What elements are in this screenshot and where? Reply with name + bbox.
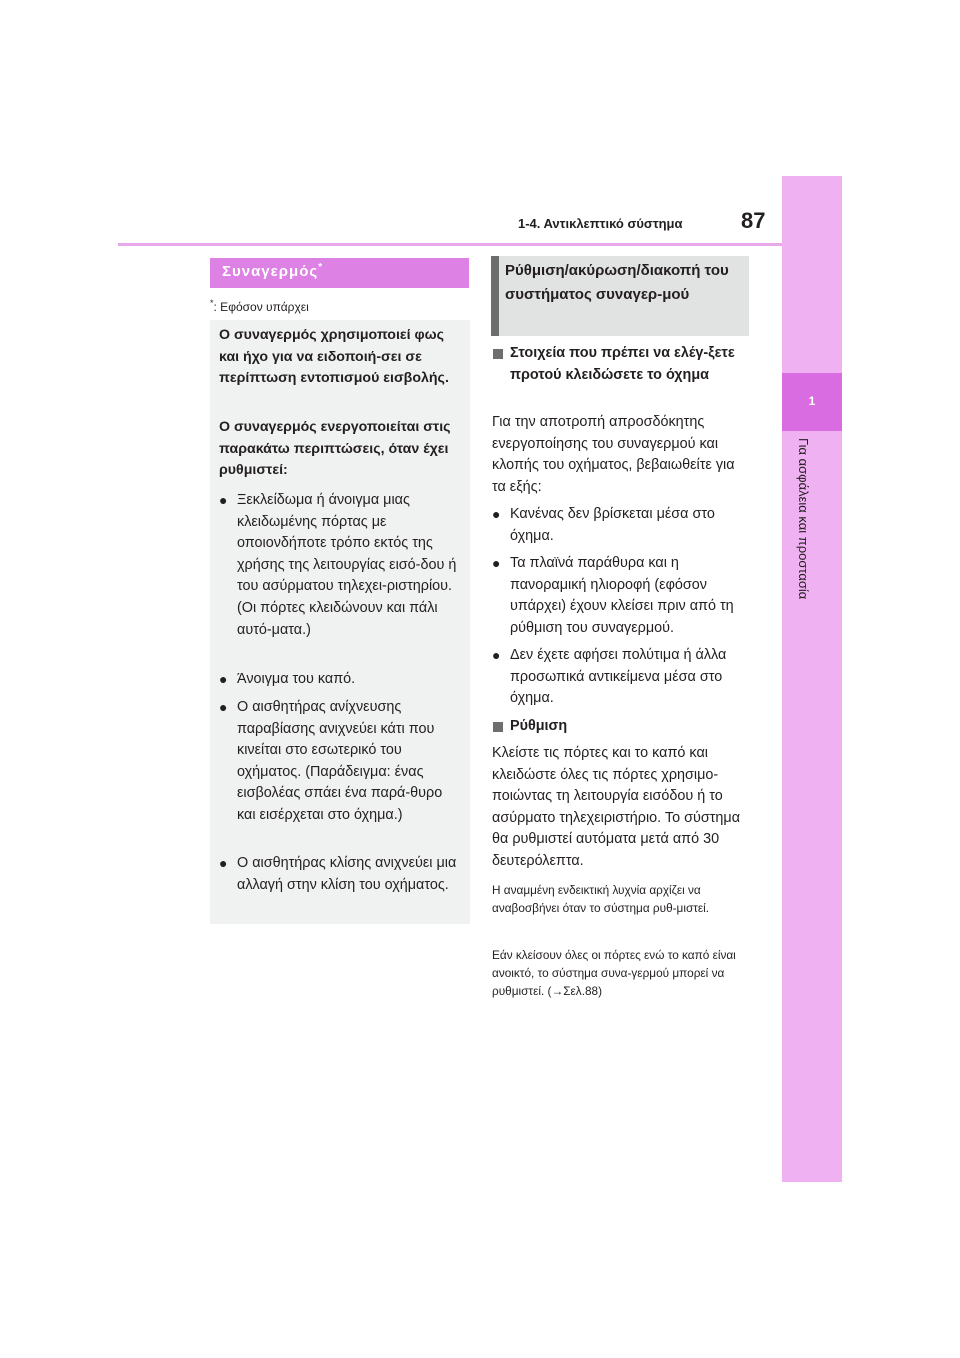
bullet-icon: ● <box>219 699 228 715</box>
chapter-number: 1 <box>808 394 816 408</box>
setting-note: Η αναμμένη ενδεικτική λυχνία αρχίζει να αναβοσβήνει όταν το σύστημα ρυθ-μιστεί. <box>492 883 710 915</box>
section-header: 1-4. Αντικλεπτικό σύστημα <box>518 216 683 231</box>
alarm-trigger-intro: Ο συναγερμός ενεργοποιείται στις παρακάτω περιπτώσεις, όταν έχει ρυθμιστεί: <box>219 419 451 479</box>
title-accent-bar <box>491 256 499 336</box>
square-bullet-icon <box>493 722 503 732</box>
chapter-side-tab <box>782 176 842 1182</box>
header-divider <box>118 243 782 246</box>
bullet-icon: ● <box>492 647 501 663</box>
footnote: *: Εφόσον υπάρχει <box>210 298 309 314</box>
bullet-icon: ● <box>219 671 228 687</box>
bullet-icon: ● <box>492 555 501 571</box>
square-bullet-icon <box>493 349 503 359</box>
left-section-title: Συναγερμός* <box>222 262 324 280</box>
setting-heading: Ρύθμιση <box>510 718 568 734</box>
checklist-intro: Για την αποτροπή απροσδόκητης ενεργοποίησης του συναγερμού και κλοπής του οχήματος, βεβαιωθείτε για τα εξής: <box>492 414 735 495</box>
checklist-heading: Στοιχεία που πρέπει να ελέγ-ξετε προτού κλειδώσετε το όχημα <box>510 345 735 383</box>
setting-note: Εάν κλείσουν όλες οι πόρτες ενώ το καπό είναι ανοικτό, το σύστημα συνα-γερμού μπορεί να ρυθμιστεί. (→Σελ.88) <box>492 948 736 998</box>
right-section-title: Ρύθμιση/ακύρωση/διακοπή του συστήματος συναγερ-μού <box>505 262 729 303</box>
chapter-label: Για ασφάλεια και προστασία <box>796 438 811 600</box>
page-number: 87 <box>741 208 766 233</box>
bullet-icon: ● <box>492 506 501 522</box>
bullet-icon: ● <box>219 855 228 871</box>
bullet-icon: ● <box>219 492 228 508</box>
setting-text: Κλείστε τις πόρτες και το καπό και κλειδώστε όλες τις πόρτες χρησιμο-ποιώντας τη λειτουργία εισόδου ή το ασύρματο τηλεχειριστήριο. Το σύστημα θα ρυθμιστεί αυτόματα μετά από 30 δευτερόλεπτα. <box>492 745 741 869</box>
title-footnote-mark: * <box>318 262 324 273</box>
alarm-intro-text: Ο συναγερμός χρησιμοποιεί φως και ήχο για να ειδοποιή-σει σε περίπτωση εντοπισμού εισβολής. <box>219 327 449 387</box>
